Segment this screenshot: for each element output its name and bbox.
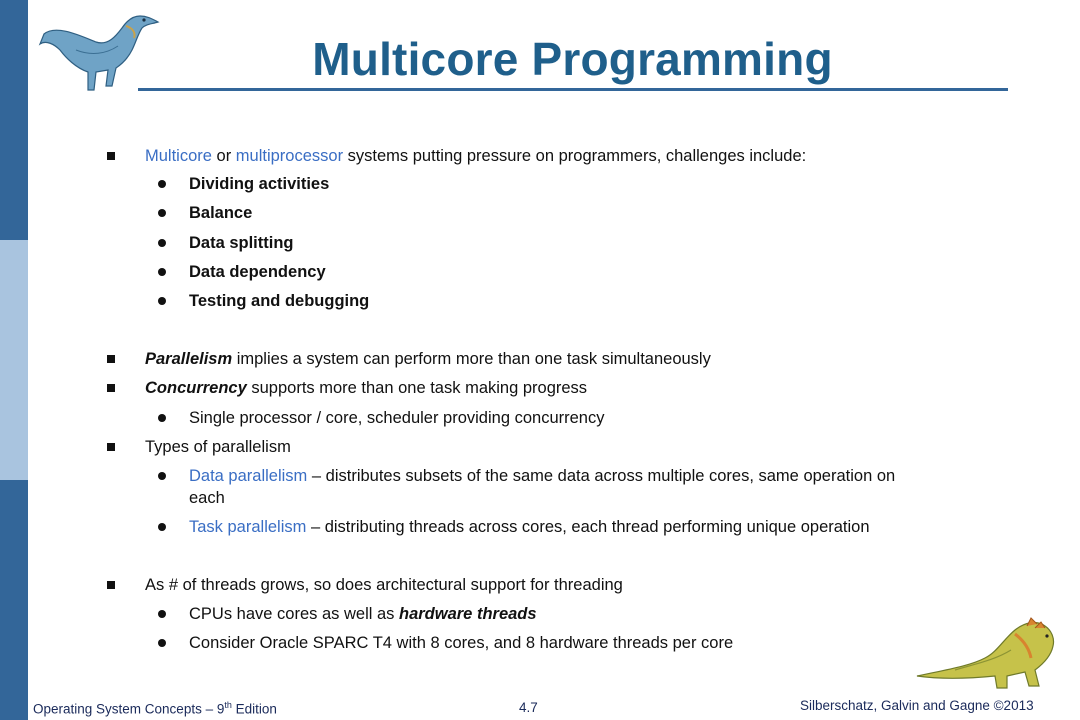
text-run: or xyxy=(211,147,236,165)
text-run: supports more than one task making progress xyxy=(246,379,588,397)
text-run: Types of parallelism xyxy=(145,438,291,456)
bullet-text xyxy=(189,408,604,428)
footer-page-number: 4.7 xyxy=(519,700,538,715)
text-run: Data parallelism xyxy=(189,467,308,485)
text-run: – distributes subsets of the same data across multiple cores, same operation on xyxy=(307,467,896,485)
text-run: Balance xyxy=(189,204,253,222)
text-run: systems putting pressure on programmers, challenges include: xyxy=(343,147,807,165)
bullet-text xyxy=(145,378,587,398)
bullet-text xyxy=(189,466,895,486)
text-run: multiprocessor xyxy=(235,147,344,165)
dinosaur-illustration-icon xyxy=(915,600,1065,690)
text-run: Data dependency xyxy=(189,263,326,281)
text-run: Data splitting xyxy=(189,234,294,252)
bullet-text xyxy=(145,349,711,369)
text-run: – distributing threads across cores, each thread performing unique operation xyxy=(306,518,870,536)
bullet-text xyxy=(189,174,329,194)
text-run: Consider Oracle SPARC T4 with 8 cores, and 8 hardware threads per core xyxy=(189,634,734,652)
footer-copyright: Silberschatz, Galvin and Gagne ©2013 xyxy=(800,698,1034,713)
bullet-text xyxy=(189,203,252,223)
round-bullet-icon xyxy=(158,209,166,217)
bullet-text xyxy=(145,437,291,457)
footer-book-title: Operating System Concepts – 9th Edition xyxy=(33,700,277,717)
bullet-text xyxy=(189,604,537,624)
bullet-text xyxy=(189,517,870,537)
bullet-text xyxy=(189,291,369,311)
round-bullet-icon xyxy=(158,268,166,276)
text-run: Parallelism xyxy=(145,350,233,368)
text-run: Dividing activities xyxy=(189,175,330,193)
square-bullet-icon xyxy=(107,443,115,451)
round-bullet-icon xyxy=(158,472,166,480)
square-bullet-icon xyxy=(107,152,115,160)
round-bullet-icon xyxy=(158,297,166,305)
bullet-text xyxy=(189,262,326,282)
text-run: hardware threads xyxy=(399,605,537,623)
square-bullet-icon xyxy=(107,355,115,363)
bullet-text xyxy=(189,233,294,253)
square-bullet-icon xyxy=(107,384,115,392)
text-run: CPUs have cores as well as xyxy=(189,605,399,623)
text-run: Concurrency xyxy=(145,379,247,397)
square-bullet-icon xyxy=(107,581,115,589)
text-run: Multicore xyxy=(145,147,212,165)
text-run: Testing and debugging xyxy=(189,292,370,310)
slide-title: Multicore Programming xyxy=(312,33,833,85)
round-bullet-icon xyxy=(158,610,166,618)
bullet-text-continuation: each xyxy=(189,489,225,507)
bullet-text xyxy=(145,575,623,595)
bullet-text xyxy=(145,146,806,166)
bullet-text xyxy=(189,633,733,653)
text-run: implies a system can perform more than one task simultaneously xyxy=(232,350,711,368)
round-bullet-icon xyxy=(158,523,166,531)
text-run: Single processor / core, scheduler providing concurrency xyxy=(189,409,605,427)
round-bullet-icon xyxy=(158,639,166,647)
round-bullet-icon xyxy=(158,180,166,188)
round-bullet-icon xyxy=(158,239,166,247)
text-run: As # of threads grows, so does architectural support for threading xyxy=(145,576,623,594)
round-bullet-icon xyxy=(158,414,166,422)
text-run: Task parallelism xyxy=(189,518,307,536)
